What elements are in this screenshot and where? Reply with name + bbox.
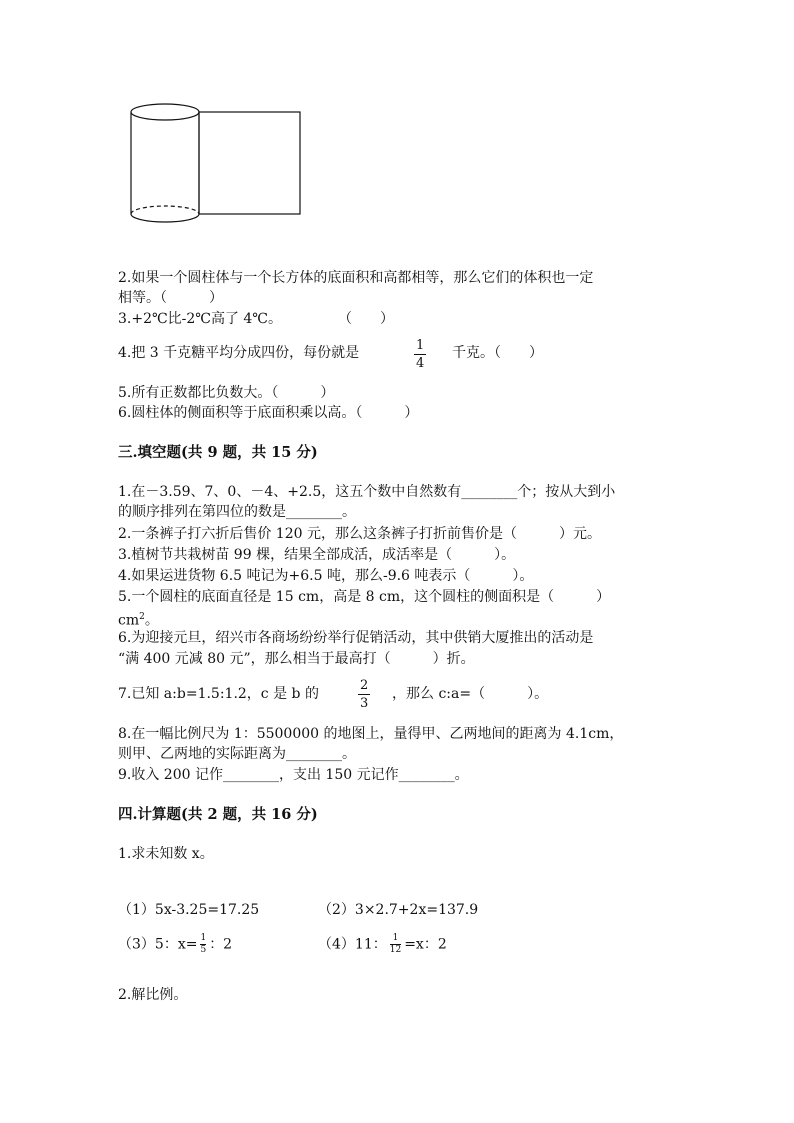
fill-q7-fraction [358, 679, 370, 711]
fraction-denominator: 4 [416, 356, 425, 371]
fill-q9: 9.收入 200 记作________，支出 150 元记作________。 [118, 767, 469, 783]
cylinder-net-figure [125, 98, 310, 228]
fill-section-heading: 三.填空题(共 9 题，共 15 分) [118, 444, 318, 461]
equation-2: （2）3×2.7+2x=137.9 [318, 902, 479, 918]
calc-section-heading: 四.计算题(共 2 题，共 16 分) [118, 806, 318, 823]
equation-4-fraction [390, 934, 401, 955]
fill-q6-line2: “满 400 元减 80 元”，那么相当于最高打（ ）折。 [118, 651, 475, 667]
calc-q2-title: 2.解比例。 [118, 987, 188, 1003]
judgment-q4-text-after: 千克。（ ） [452, 345, 543, 361]
fill-q8-line1: 8.在一幅比例尺为 1：5500000 的地图上，量得甲、乙两地间的距离为 4.1cm， [118, 726, 624, 742]
cylinder-bottom-back-arc-dashed [131, 206, 199, 214]
equation-4-after: =x：2 [404, 936, 447, 953]
fill-q6-line1: 6.为迎接元旦，绍兴市各商场纷纷举行促销活动，其中供销大厦推出的活动是 [118, 630, 594, 646]
judgment-q4-fraction [414, 339, 426, 371]
fill-q5-line1: 5.一个圆柱的底面直径是 15 cm，高是 8 cm，这个圆柱的侧面积是（ ） [118, 589, 611, 605]
unit-cm: cm [118, 612, 140, 629]
fraction-numerator: 1 [416, 338, 425, 353]
unit-superscript: 2 [139, 612, 145, 622]
unrolled-side-rectangle [199, 112, 300, 214]
equation-4 [318, 934, 447, 955]
fraction-numerator: 2 [360, 678, 369, 693]
fraction-numerator: 1 [200, 933, 207, 943]
fraction-denominator: 5 [200, 945, 207, 955]
cylinder-bottom-front-arc [131, 214, 199, 222]
equation-3-fraction [200, 934, 206, 955]
fill-q7-text-before: 7.已知 a:b=1.5:1.2，c 是 b 的 [118, 686, 319, 702]
equation-1: （1）5x-3.25=17.25 [118, 902, 260, 918]
equation-3 [118, 934, 232, 955]
judgment-q4 [118, 344, 359, 362]
fraction-bar [414, 354, 426, 355]
fraction-denominator: 3 [360, 696, 369, 711]
calc-q1-title: 1.求未知数 x。 [118, 846, 214, 862]
equation-3-before: （3）5：x= [118, 936, 198, 953]
fill-q3: 3.植树节共栽树苗 99 棵，结果全部成活，成活率是（ ）。 [118, 547, 516, 563]
judgment-q2-line1: 2.如果一个圆柱体与一个长方体的底面积和高都相等，那么它们的体积也一定 [118, 270, 594, 286]
judgment-q3: 3.+2℃比-2℃高了 4℃。 （ ） [118, 311, 394, 327]
fraction-denominator: 12 [389, 945, 402, 955]
fill-q7-text-after: ，那么 c:a=（ ）。 [392, 686, 549, 702]
fill-q2: 2.一条裤子打六折后售价 120 元，那么这条裤子打折前售价是（ ）元。 [118, 526, 601, 542]
fraction-numerator: 1 [392, 933, 399, 943]
judgment-q2-line2: 相等。（ ） [118, 290, 223, 306]
judgment-q5: 5.所有正数都比负数大。（ ） [118, 385, 335, 401]
fill-q8-line2: 则甲、乙两地的实际距离为________。 [118, 746, 356, 762]
judgment-q4-text-before: 4.把 3 千克糖平均分成四份，每份就是 [118, 345, 360, 361]
fill-q4: 4.如果运进货物 6.5 吨记为+6.5 吨，那么-9.6 吨表示（ ）。 [118, 568, 534, 584]
fill-q1-line1: 1.在－3.59、7、0、－4、+2.5，这五个数中自然数有________个；按从大到小 [118, 484, 616, 500]
equation-4-before: （4）11： [318, 936, 387, 953]
cylinder-top-ellipse [131, 104, 199, 120]
equation-3-after: ：2 [209, 936, 233, 953]
judgment-q6: 6.圆柱体的侧面积等于底面积乘以高。（ ） [118, 405, 419, 421]
fraction-bar [358, 694, 370, 695]
fill-q5-end: 。 [144, 612, 159, 629]
fill-q1-line2: 的顺序排列在第四位的数是________。 [118, 504, 356, 520]
fill-q5-line2 [118, 608, 159, 630]
